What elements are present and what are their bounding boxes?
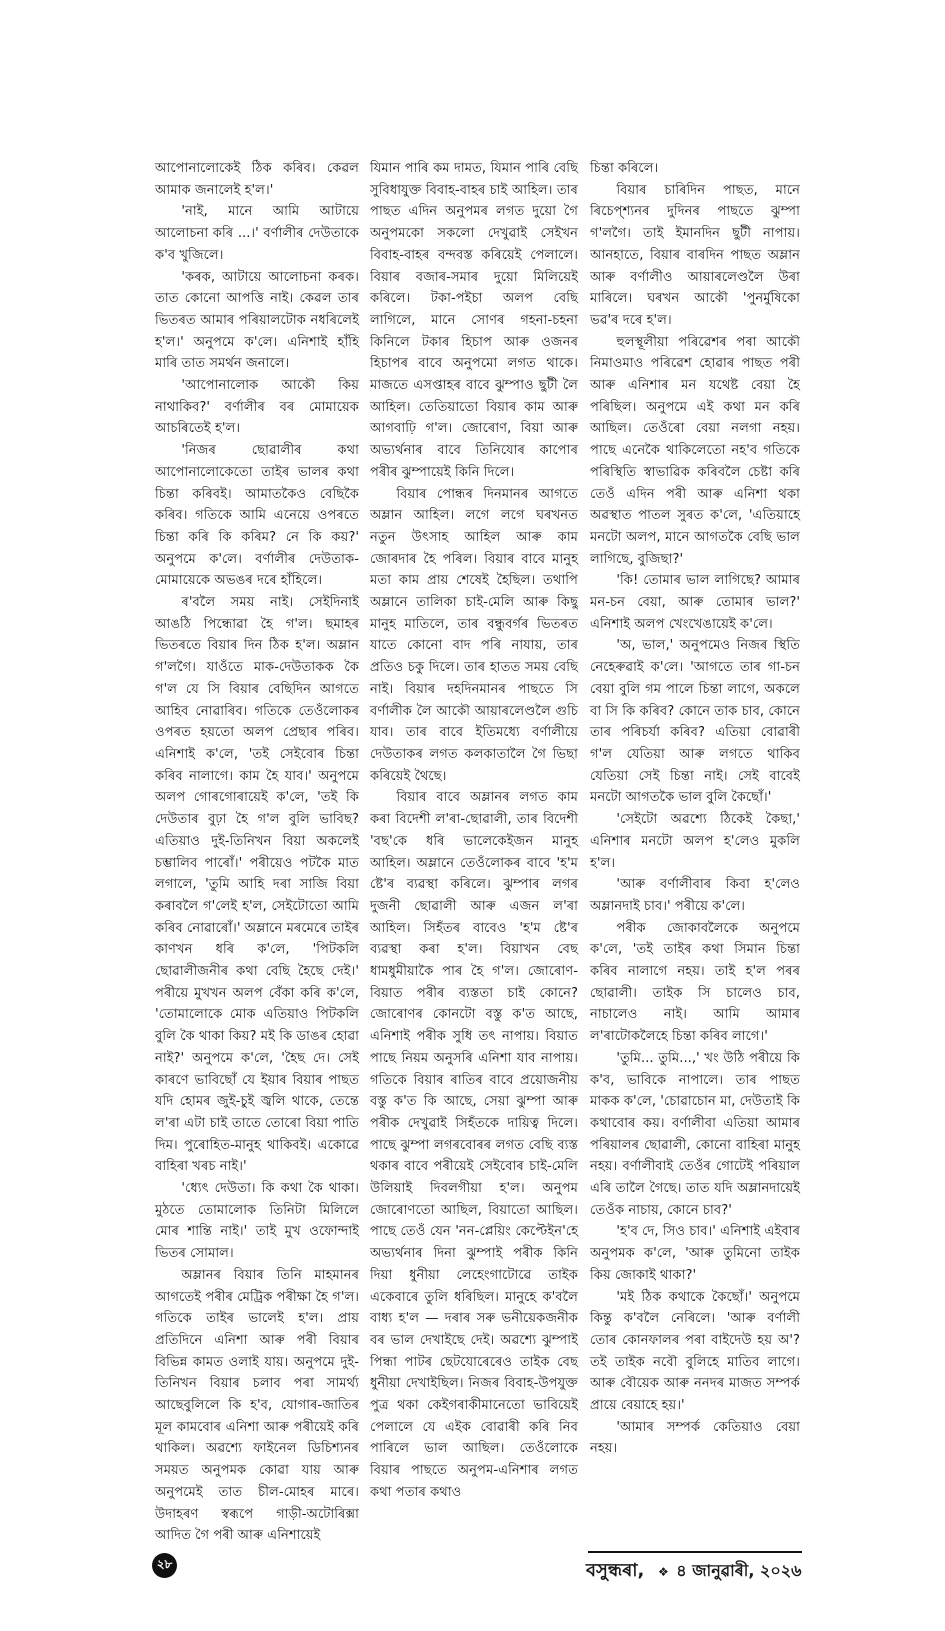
paragraph: 'তুমি... তুমি...,' খং উঠি পৰীয়ে কি ক'ব, ভাবিকে নাপালে। তাৰ পাছত মাকক ক'লে, 'চোৱাচোন মা, দেউতাই কি কথাবোৰ কয়। বৰ্ণালীবা এতিয়া আমাৰ পৰিয়ালৰ ছোৱালী, কোনো বাহিৰা মানুহ নহয়। বৰ্ণালীবাই তেওঁৰ গোটেই পৰিয়াল এৰি তালৈ গৈছে। তাত যদি অম্লানদায়েই তেওঁক নাচায়, কোনে চাব?' xyxy=(590,1050,800,1218)
article-column-3 xyxy=(590,158,800,1460)
diamond-ornament-icon: ❖ xyxy=(657,1565,669,1579)
paragraph: পৰীক জোকাবলৈকে অনুপমে ক'লে, 'তই তাইৰ কথা সিমান চিন্তা কৰিব নালাগে নহয়। তাই হ'ল পৰৰ ছোৱালী। তাইক সি চালেও চাব, নাচালেও নাই। আমি আমাৰ ল'ৰাটোকলৈহে চিন্তা কৰিব লাগে।' xyxy=(590,920,800,1045)
publication-name: বসুন্ধৰা, xyxy=(586,1560,645,1581)
paragraph: বিয়াৰ চাৰিদিন পাছত, মানে ৰিচেপ্শ্যনৰ দুদিনৰ পাছতে ঝুম্পা গ'লগৈ। তাই ইমানদিন ছুটী নাপায়। আনহাতে, বিয়াৰ বাৰদিন পাছত অম্লান আৰু বৰ্ণালীও আয়াৰলেণ্ডলৈ উৰা মাৰিলে। ঘৰখন আকৌ 'পুনৰ্মুষিকো ভৱ'ৰ দৰে হ'ল। xyxy=(590,182,800,328)
paragraph: 'সেইটো অৱশ্যে ঠিকেই কৈছা,' এনিশাৰ মনটো অলপ হ'লেও মুকলি হ'ল। xyxy=(590,812,800,871)
paragraph: 'নিজৰ ছোৱালীৰ কথা আপোনালোকেতো তাইৰ ভালৰ কথা চিন্তা কৰিবই। আমাতকৈও বেছিকৈ কৰিব। গতিকে আমি এনেয়ে ওপৰতে চিন্তা কৰি কি কৰিম? নে কি কয়?' অনুপমে ক'লে। বৰ্ণালীৰ দেউতাক-মোমায়েকে অভঙৰ দৰে হাঁহিলে। xyxy=(155,443,359,589)
paragraph: আপোনালোকেই ঠিক কৰিব। কেৱল আমাক জনালেই হ'ল।' xyxy=(155,161,359,198)
issue-date: ৪ জানুৱাৰী, ২০২৬ xyxy=(676,1561,802,1580)
article-body xyxy=(155,158,945,1547)
paragraph: চিন্তা কৰিলে। xyxy=(590,161,659,176)
paragraph: 'ধ্যেৎ দেউতা। কি কথা কৈ থাকা। মুঠতে তোমালোক তিনিটা মিলিলে মোৰ শান্তি নাই।' তাই মুখ ওফোন্দাই ভিতৰ সোমাল। xyxy=(155,1181,359,1262)
footer-masthead xyxy=(586,1556,802,1587)
paragraph: 'হ'ব দে, সিও চাব।' এনিশাই এইবাৰ অনুপমক ক'লে, 'আৰু তুমিনো তাইক কিয় জোকাই থাকা?' xyxy=(590,1224,800,1283)
paragraph: 'আপোনালোক আকৌ কিয় নাথাকিব?' বৰ্ণালীৰ বৰ মোমায়েক আচৰিতেই হ'ল। xyxy=(155,378,359,437)
paragraph: বিয়াৰ বাবে অম্লানৰ লগত কাম কৰা বিদেশী ল'ৰা-ছোৱালী, তাৰ বিদেশী 'বছ'কে ধৰি ভালেকেইজন মানুহ আহিল। অম্লানে তেওঁলোকৰ বাবে 'হ'ম ষ্টে'ৰ ব্যৱস্থা কৰিলে। ঝুম্পাৰ লগৰ দুজনী ছোৱালী আৰু এজন ল'ৰা আহিল। সিহঁতৰ বাবেও 'হ'ম ষ্টে'ৰ ব্যৱস্থা কৰা হ'ল। বিয়াখন বেছ ধামধুমীয়াকৈ পাৰ হৈ গ'ল। জোৰোণ-বিয়াত পৰীৰ ব্যস্ততা চাই কোনে? জোৰোণৰ কোনটো বস্তু ক'ত আছে, এনিশাই পৰীক সুধি তৎ নাপায়। বিয়াত পাছে নিয়ম অনুসৰি এনিশা যাব নাপায়। গতিকে বিয়াৰ ৰাতিৰ বাবে প্ৰয়োজনীয় বস্তু ক'ত কি আছে, সেয়া ঝুম্পা আৰু পৰীক দেখুৱাই সিহঁতকে দায়িত্ব দিলে। পাছে ঝুম্পা লগৰবোৰৰ লগত বেছি ব্যস্ত থকাৰ বাবে পৰীয়েই সেইবোৰ চাই-মেলি উলিয়াই দিবলগীয়া হ'ল। অনুপম জোৰোণতো আছিল, বিয়াতো আছিল। পাছে তেওঁ যেন 'নন-প্লেয়িং কেপ্টেইন'হে অভ্যৰ্থনাৰ দিনা ঝুম্পাই পৰীক কিনি দিয়া ধুনীয়া লেহেংগাটোৱে তাইক একেবাৰে তুলি ধৰিছিল। মানুহে ক'বলৈ বাধ্য হ'ল — দৰাৰ সৰু ভনীয়েকজনীক বৰ ভাল দেখাইছে দেই। অৱশ্যে ঝুম্পাই পিন্ধা পাটৰ ছেটযোৰেৰেও তাইক বেছ ধুনীয়া দেখাইছিল। নিজৰ বিবাহ-উপযুক্ত পুত্ৰ থকা কেইগৰাকীমানেতো ভাবিয়েই পেলালে যে এইক বোৱাৰী কৰি নিব পাৰিলে ভাল আছিল। তেওঁলোকে বিয়াৰ পাছতে অনুপম-এনিশাৰ লগত কথা পতাৰ কথাও xyxy=(370,790,578,1500)
article-column-2 xyxy=(370,158,578,1504)
paragraph: 'অ, ভাল,' অনুপমেও নিজৰ স্থিতি নেহেৰুৱাই ক'লে। 'আগতে তাৰ গা-চন বেয়া বুলি গম পালে চিন্তা লাগে, অকলে বা সি কি কৰিব? কোনে তাক চাব, কোনে তাৰ পৰিচৰ্যা কৰিব? এতিয়া বোৱাৰী গ'ল যেতিয়া আৰু লগতে থাকিব যেতিয়া সেই চিন্তা নাই। সেই বাবেই মনটো আগতকৈ ভাল বুলি কৈছোঁ।' xyxy=(590,638,800,806)
paragraph: অম্লানৰ বিয়াৰ তিনি মাহমানৰ আগতেই পৰীৰ মেট্ৰিক পৰীক্ষা হৈ গ'ল। গতিকে তাইৰ ভালেই হ'ল। প্ৰায় প্ৰতিদিনে এনিশা আৰু পৰী বিয়াৰ বিভিন্ন কামত ওলাই যায়। অনুপমে দুই-তিনিখন বিয়াৰ চলাব পৰা সামৰ্থ্য আছেবুলিলে কি হ'ব, যোগাৰ-জাতিৰ মূল কামবোৰ এনিশা আৰু পৰীয়েই কৰি থাকিল। অৱশ্যে ফাইনেল ডিচিশ্যনৰ সময়ত অনুপমক কোৱা যায় আৰু অনুপমেই তাত চীল-মোহৰ মাৰে। উদাহৰণ স্বৰূপে গাড়ী-অটোৰিক্সা আদিত গৈ পৰী আৰু এনিশায়েই xyxy=(155,1267,359,1544)
paragraph: যিমান পাৰি কম দামত, যিমান পাৰি বেছি সুবিধাযুক্ত বিবাহ-বাহৰ চাই আহিল। তাৰ পাছত এদিন অনুপমৰ লগত দুয়ো গৈ অনুপমকো সকলো দেখুৱাই সেইখন বিবাহ-বাহৰ বন্দবস্ত কৰিয়েই পেলালে। বিয়াৰ বজাৰ-সমাৰ দুয়ো মিলিয়েই কৰিলে। টকা-পইচা অলপ বেছি লাগিলে, মানে সোণৰ গহনা-চহনা কিনিলে টকাৰ হিচাপ আৰু ওজনৰ হিচাপৰ বাবে অনুপমো লগত থাকে। মাজতে এসপ্তাহৰ বাবে ঝুম্পাও ছুটী লৈ আহিল। তেতিয়াতো বিয়াৰ কাম আৰু আগবাঢ়ি গ'ল। জোৰোণ, বিয়া আৰু অভ্যৰ্থনাৰ বাবে তিনিযোৰ কাপোৰ পৰীৰ ঝুম্পায়েই কিনি দিলে। xyxy=(370,161,578,480)
paragraph: 'মই ঠিক কথাকে কৈছোঁ।' অনুপমে কিন্তু ক'বলৈ নেৰিলে। 'আৰু বৰ্ণালী তোৰ কোনফালৰ পৰা বাইদেউ হয় অ'? তই তাইক নবৌ বুলিহে মাতিব লাগে। আৰু বৌয়েক আৰু ননদৰ মাজত সম্পৰ্ক প্ৰায়ে বেয়াহে হয়।' xyxy=(590,1289,800,1414)
paragraph: 'নাই, মানে আমি আটায়ে আলোচনা কৰি ...।' বৰ্ণালীৰ দেউতাকে ক'ব খুজিলে। xyxy=(155,204,359,263)
paragraph: 'কৰক, আটায়ে আলোচনা কৰক। তাত কোনো আপত্তি নাই। কেৱল তাৰ ভিতৰত আমাৰ পৰিয়ালটোক নধৰিলেই হ'ল।' অনুপমে ক'লে। এনিশাই হাঁহি মাৰি তাত সমৰ্থন জনালে। xyxy=(155,269,359,372)
paragraph: 'আমাৰ সম্পৰ্ক কেতিয়াও বেয়া নহয়। xyxy=(590,1419,800,1457)
page-number: ২৮ xyxy=(152,1553,177,1578)
paragraph: 'কি! তোমাৰ ভাল লাগিছে? আমাৰ মন-চন বেয়া, আৰু তোমাৰ ভাল?' এনিশাই অলপ খেংখেঙায়েই ক'লে। xyxy=(590,573,800,632)
paragraph: 'আৰু বৰ্ণালীবাৰ কিবা হ'লেও অম্লানদাই চাব।' পৰীয়ে ক'লে। xyxy=(590,877,800,914)
page-footer xyxy=(155,1551,805,1591)
footer-divider xyxy=(588,1551,802,1553)
paragraph: হুলস্থূলীয়া পৰিৱেশৰ পৰা আকৌ নিমাওমাও পৰিৱেশ হোৱাৰ পাছত পৰী আৰু এনিশাৰ মন যথেষ্ট বেয়া হৈ পৰিছিল। অনুপমে এই কথা মন কৰি আছিল। তেওঁৰো বেয়া নলগা নহয়। পাছে এনেকৈ থাকিলেতো নহ'ব গতিকে পৰিস্থিতি স্বাভাৱিক কৰিবলৈ চেষ্টা কৰি তেওঁ এদিন পৰী আৰু এনিশা থকা অৱস্থাত পাতল সুৰত ক'লে, 'এতিয়াহে মনটো অলপ, মানে আগতকৈ বেছি ভাল লাগিছে, বুজিছা?' xyxy=(590,334,800,567)
paragraph: বিয়াৰ পোন্ধৰ দিনমানৰ আগতে অম্লান আহিল। লগে লগে ঘৰখনত নতুন উৎসাহ আহিল আৰু কাম জোৰদাৰ হৈ পৰিল। বিয়াৰ বাবে মানুহ মতা কাম প্ৰায় শেষেই হৈছিল। তথাপি অম্লানে তালিকা চাই-মেলি আৰু কিছু মানুহ মাতিলে, তাৰ বন্ধুবৰ্গৰ ভিতৰত যাতে কোনো বাদ পৰি নাযায়, তাৰ প্ৰতিও চকু দিলে। তাৰ হাতত সময় বেছি নাই। বিয়াৰ দহদিনমানৰ পাছতে সি বৰ্ণালীক লৈ আকৌ আয়াৰলেণ্ডলৈ গুচি যাব। তাৰ বাবে ইতিমধ্যে বৰ্ণালীয়ে দেউতাকৰ লগত কলকাতালৈ গৈ ভিছা কৰিয়েই থৈছে। xyxy=(370,486,578,784)
article-column-1 xyxy=(155,158,359,1547)
paragraph: ৰ'বলৈ সময় নাই। সেইদিনাই আঙঠি পিন্ধোৱা হৈ গ'ল। ছমাহৰ ভিতৰতে বিয়াৰ দিন ঠিক হ'ল। অম্লান গ'লগৈ। যাওঁতে মাক-দেউতাকক কৈ গ'ল যে সি বিয়াৰ বেছিদিন আগতে আহিব নোৱাৰিব। গতিকে তেওঁলোকৰ ওপৰত হয়তো অলপ প্ৰেছাৰ পৰিব। এনিশাই ক'লে, 'তই সেইবোৰ চিন্তা কৰিব নালাগে। কাম হৈ যাব।' অনুপমে অলপ গোৰগোৰায়েই ক'লে, 'তই কি দেউতাৰ বুঢ়া হৈ গ'ল বুলি ভাবিছ? এতিয়াও দুই-তিনিখন বিয়া অকলেই চম্ভালিব পাৰোঁ।' পৰীয়েও পটকৈ মাত লগালে, 'তুমি আহি দৰা সাজি বিয়া কৰাবলৈ গ'লেই হ'ল, সেইটোতো আমি কৰিব নোৱাৰোঁ।' অম্লানে মৰমেৰে তাইৰ কাণখন ধৰি ক'লে, 'পিটকলি ছোৱালীজনীৰ কথা বেছি হৈছে দেই।' পৰীয়ে মুখখন অলপ বেঁকা কৰি ক'লে, 'তোমালোকে মোক এতিয়াও পিটকলি বুলি কৈ থাকা কিয়? মই কি ডাঙৰ হোৱা নাই?' অনুপমে ক'লে, 'হৈছ দে। সেই কাৰণে ভাবিছোঁ যে ইয়াৰ বিয়াৰ পাছত যদি হোমৰ জুই-চুই জ্বলি থাকে, তেন্তে ল'ৰা এটা চাই তাতে তোৰো বিয়া পাতি দিম। পুৰোহিত-মানুহ থাকিবই। একোৱে বাহিৰা খৰচ নাই।' xyxy=(155,595,359,1175)
